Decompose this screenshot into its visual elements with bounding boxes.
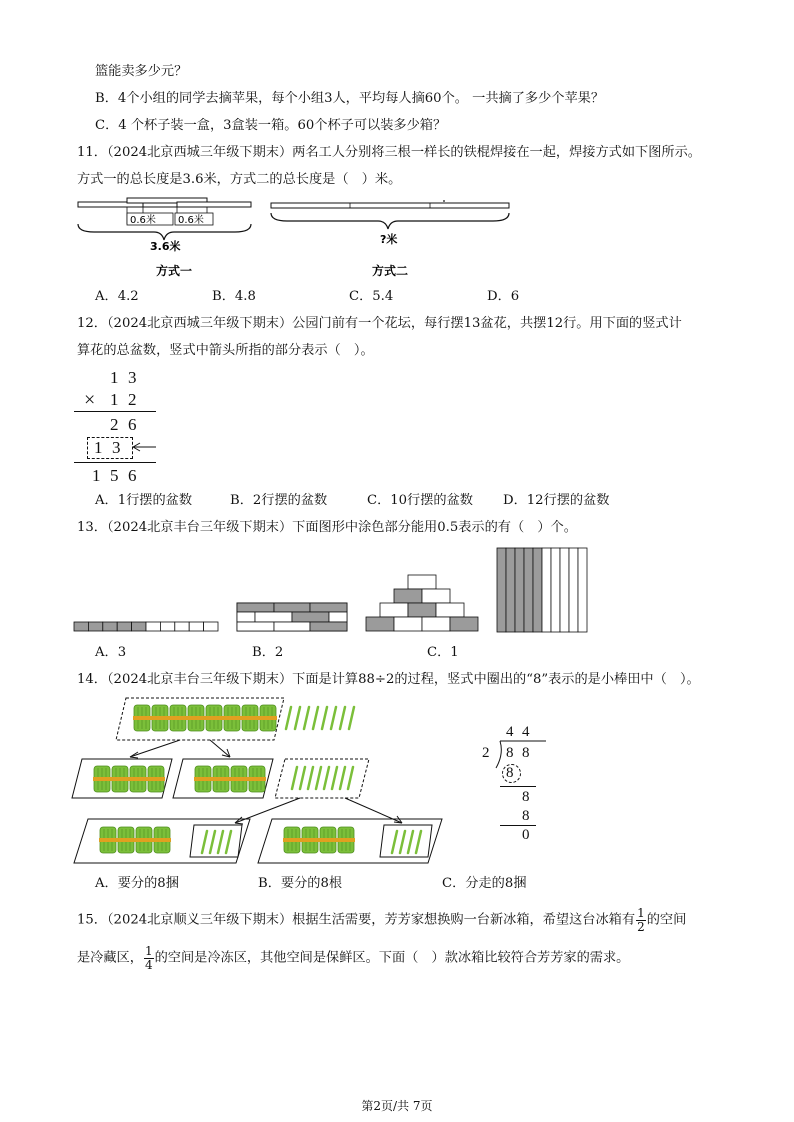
digit: 2 (110, 415, 119, 434)
digit: 4 (522, 724, 530, 740)
welding-diagram (70, 196, 520, 281)
digit: 2 (128, 390, 137, 409)
total-length-label: 3.6米 (150, 240, 181, 253)
option-c[interactable]: C．10行摆的盆数 (367, 493, 473, 508)
vertical-multiplication (70, 364, 170, 489)
shaded-shapes (70, 545, 600, 635)
question-14-text: 14．（2024北京丰台三年级下期末）下面是计算88÷2的过程，竖式中圈出的“8”表示的是小棒田中（ ）。 (77, 672, 700, 687)
digit: 6 (128, 466, 137, 485)
denominator: 2 (637, 919, 645, 934)
text-run: 的空间 (646, 912, 687, 928)
question-12-options (95, 494, 609, 507)
rule-line (500, 825, 536, 826)
digit: 8 (522, 789, 530, 805)
option-b[interactable]: B．2 (252, 645, 284, 660)
option-b[interactable]: B．4.8 (212, 289, 256, 304)
digit: 8 (522, 808, 530, 824)
question-13-text: 13．（2024北京丰台三年级下期末）下面图形中涂色部分能用0.5表示的有（ ）个。 (77, 520, 577, 535)
digit: 8 (522, 745, 530, 761)
sticks-diagram (70, 695, 460, 870)
option-c[interactable]: C．分走的8捆 (442, 876, 527, 891)
question-11-text: 11．（2024北京西城三年级下期末）两名工人分别将三根一样长的铁棍焊接在一起，焊接方式如下图所示。 (77, 145, 701, 160)
option-b[interactable]: B．2行摆的盆数 (230, 493, 328, 508)
fraction (144, 945, 154, 971)
rule-line (500, 786, 536, 787)
text-run: 15．（2024北京顺义三年级下期末）根据生活需要，芳芳家想换购一台新冰箱，希望这台冰箱有 (77, 912, 636, 928)
line-text: 篮能卖多少元？ (95, 64, 188, 79)
digit: 5 (110, 466, 119, 485)
question-15-text (77, 907, 686, 934)
option-line: B．4个小组的同学去摘苹果，每个小组3人，平均每人摘60个。 一共摘了多少个苹果？ (95, 91, 605, 106)
option-c[interactable]: C．1 (427, 645, 459, 660)
digit: 2 (482, 745, 490, 761)
page-footer: 第2页/共 7页 (361, 1099, 433, 1113)
digit: 3 (128, 368, 137, 387)
digit: 1 (94, 438, 103, 457)
question-11-text: 方式一的总长度是3.6米，方式二的总长度是（ ）米。 (77, 172, 402, 187)
text-run: 的空间是冷冻区，其他空间是保鲜区。下面（ ）款冰箱比较符合芳芳家的需求。 (154, 950, 630, 966)
option-a[interactable]: A．3 (95, 645, 127, 660)
numerator: 1 (144, 944, 153, 958)
option-a[interactable]: A．1行摆的盆数 (95, 493, 193, 508)
digit: 3 (112, 438, 121, 457)
option-d[interactable]: D．12行摆的盆数 (503, 493, 610, 508)
numerator: 1 (637, 906, 645, 920)
long-division (478, 722, 558, 852)
digit: 4 (506, 724, 514, 740)
digit: 6 (128, 415, 137, 434)
question-11-options (95, 290, 519, 303)
overlap-label: 0.6米 (130, 215, 156, 226)
rule-line (74, 411, 156, 412)
text-run: 是冷藏区， (77, 950, 143, 966)
option-a[interactable]: A．4.2 (95, 289, 139, 304)
caption-method-one: 方式一 (156, 264, 193, 278)
left-arrow-icon (130, 440, 160, 454)
overlap-label: 0.6米 (178, 215, 204, 226)
digit: 0 (522, 827, 530, 843)
fraction (636, 907, 646, 933)
denominator: 4 (144, 957, 153, 972)
question-12-text: 12．（2024北京西城三年级下期末）公园门前有一个花坛，每行摆13盆花，共摆12行。用下面的竖式计 (77, 316, 682, 331)
strip-shape (74, 622, 218, 631)
option-d[interactable]: D．6 (487, 289, 520, 304)
option-c[interactable]: C．5.4 (349, 289, 394, 304)
question-15-text (77, 945, 629, 972)
option-b[interactable]: B．要分的8根 (258, 876, 343, 891)
digit: 1 (92, 466, 101, 485)
total-length-label: ?米 (380, 233, 398, 246)
question-13-options (95, 646, 459, 659)
option-a[interactable]: A．要分的8捆 (95, 876, 179, 891)
digit: 1 (110, 390, 119, 409)
rule-line (74, 462, 156, 463)
multiply-sign: × (84, 389, 96, 411)
brick-grid-shape (237, 603, 347, 631)
digit: 8 (506, 745, 514, 761)
digit: 1 (110, 368, 119, 387)
option-line: C．4 个杯子装一盒，3盒装一箱。60个杯子可以装多少箱？ (95, 118, 447, 133)
circled-digit: 8 (506, 765, 514, 781)
pyramid-shape (366, 575, 478, 631)
caption-method-two: 方式二 (372, 264, 409, 278)
question-14-options (95, 877, 526, 890)
vertical-bars-shape (497, 548, 587, 632)
question-12-text: 算花的总盆数，竖式中箭头所指的部分表示（ ）。 (77, 343, 374, 358)
division-bracket (490, 740, 550, 770)
